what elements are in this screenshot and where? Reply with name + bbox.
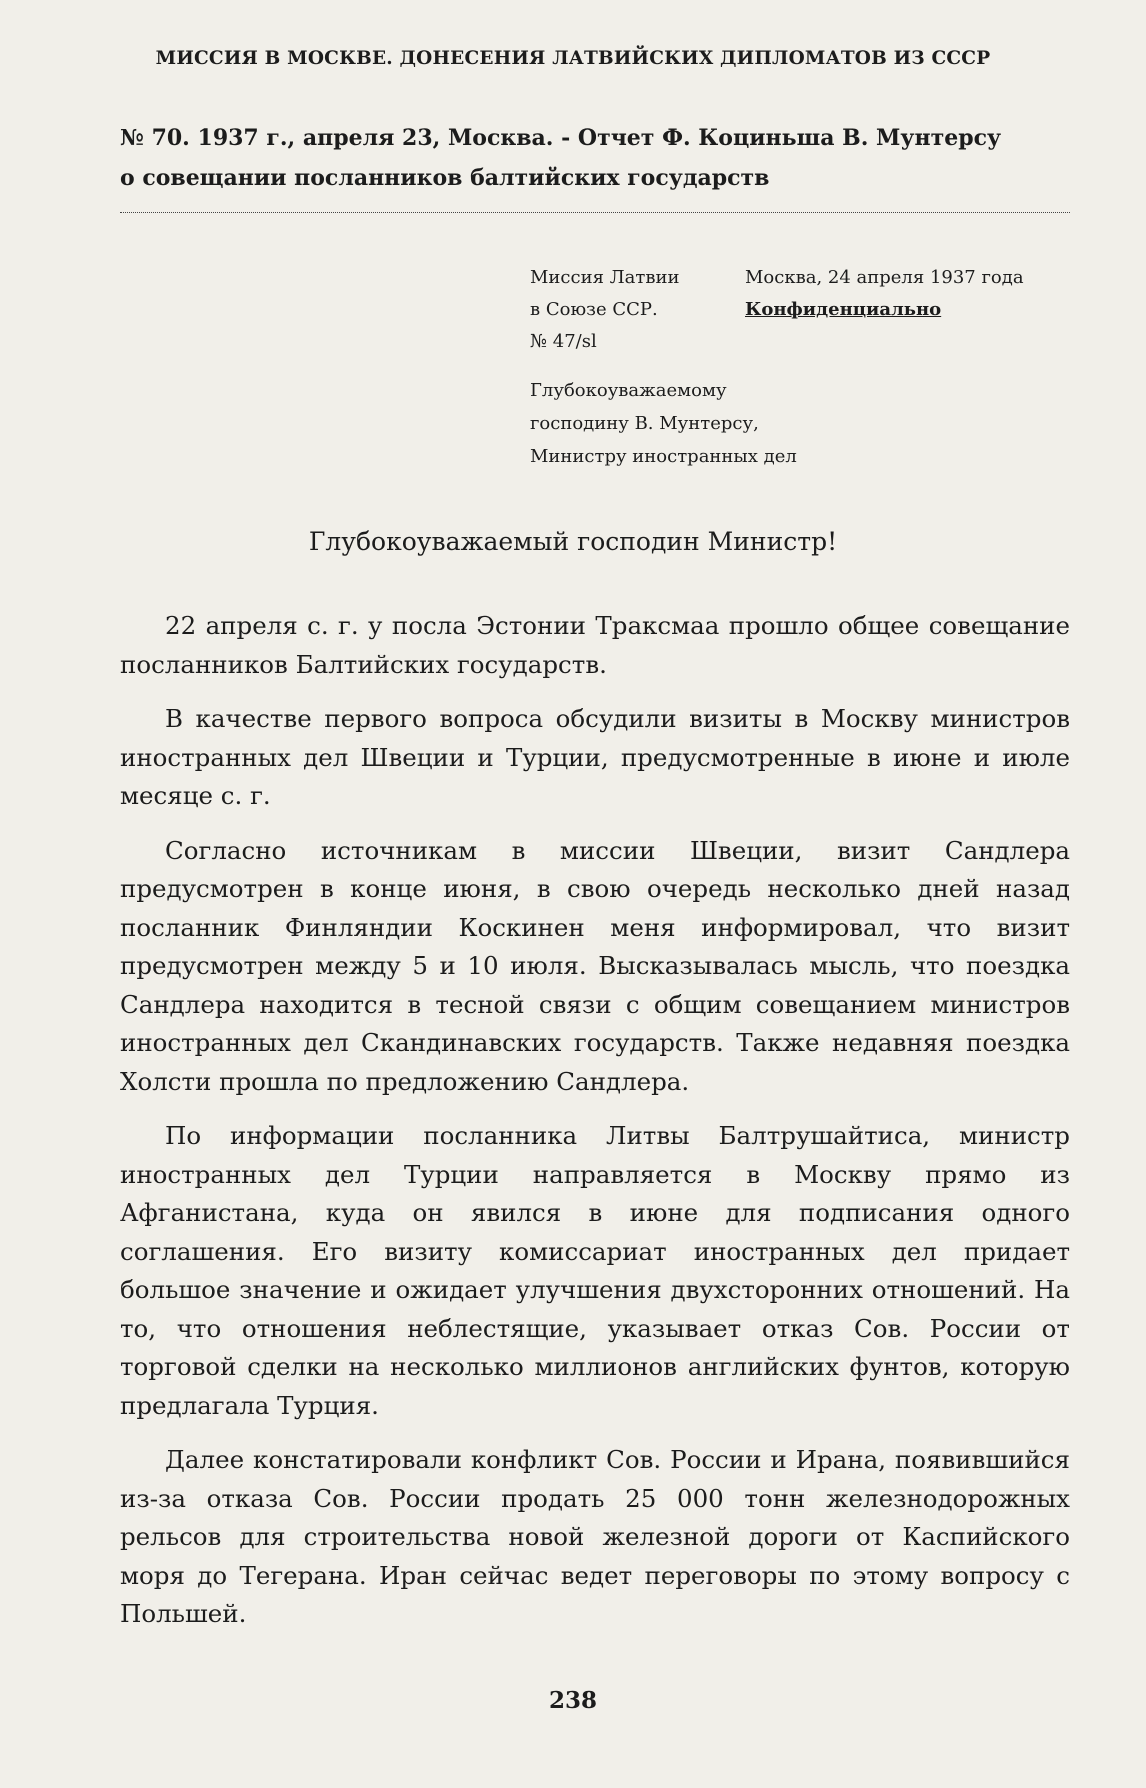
paragraph: 22 апреля с. г. у посла Эстонии Траксмаа прошло общее совещание посланников Балтийских государств. <box>120 611 1070 679</box>
document-heading <box>120 118 1070 198</box>
salutation: Глубокоуважаемый господин Министр! <box>308 527 838 556</box>
page-number: 238 <box>548 1687 597 1714</box>
paragraph: По информации посланника Литвы Балтрушайтиса, министр иностранных дел Турции направляется в Москву прямо из Афганистана, куда он явился в июне для подписания одного соглашения. Его визиту комиссариат иностранных дел придает большое значение и ожидает улучшения двухсторонних отношений. На то, что отношения неблестящие, указывает отказ Сов. России от торговой сделки на несколько миллионов английских фунтов, которую предлагала Турция. <box>120 1121 1070 1420</box>
reference-number: № 47/sl <box>530 331 597 352</box>
paragraph: Далее констатировали конфликт Сов. России и Ирана, появившийся из-за отказа Сов. России продать 25 000 тонн железнодорожных рельсов для строительства новой железной дороги от Каспийского моря до Тегерана. Иран сейчас ведет переговоры по этому вопросу с Польшей. <box>120 1445 1070 1628</box>
date-block <box>745 262 1024 326</box>
confidential-mark: Конфиденциально <box>745 299 942 320</box>
addressee-line-1: Глубокоуважаемому <box>530 380 727 401</box>
paragraph: Согласно источникам в миссии Швеции, визит Сандлера предусмотрен в конце июня, в свою очередь несколько дней назад посланник Финляндии Коскинен меня информировал, что визит предусмотрен между 5 и 10 июля. Высказывалась мысль, что поездка Сандлера находится в тесной связи с общим совещанием министров иностранных дел Скандинавских государств. Также недавняя поездка Холсти прошла по предложению Сандлера. <box>120 835 1070 1096</box>
document-heading-line-1: № 70. 1937 г., апреля 23, Москва. - Отчет Ф. Коциньша В. Мунтерсу <box>120 125 1002 151</box>
paragraph: В качестве первого вопроса обсудили визиты в Москву министров иностранных дел Швеции и Турции, предусмотренные в июне и июле месяце с. г. <box>120 704 1070 810</box>
letter-body <box>120 607 1070 1650</box>
sender-line-1: Миссия Латвии <box>530 267 680 288</box>
letter-date: Москва, 24 апреля 1937 года <box>745 267 1024 288</box>
addressee-line-3: Министру иностранных дел <box>530 446 797 467</box>
document-heading-line-2: о совещании посланников балтийских государств <box>120 165 770 191</box>
sender-block <box>530 262 680 358</box>
sender-line-2: в Союзе ССР. <box>530 299 658 320</box>
addressee-block <box>530 374 797 473</box>
dotted-divider <box>120 212 1070 213</box>
addressee-line-2: господину В. Мунтерсу, <box>530 413 759 434</box>
running-head: МИССИЯ В МОСКВЕ. ДОНЕСЕНИЯ ЛАТВИЙСКИХ ДИПЛОМАТОВ ИЗ СССР <box>155 48 991 69</box>
